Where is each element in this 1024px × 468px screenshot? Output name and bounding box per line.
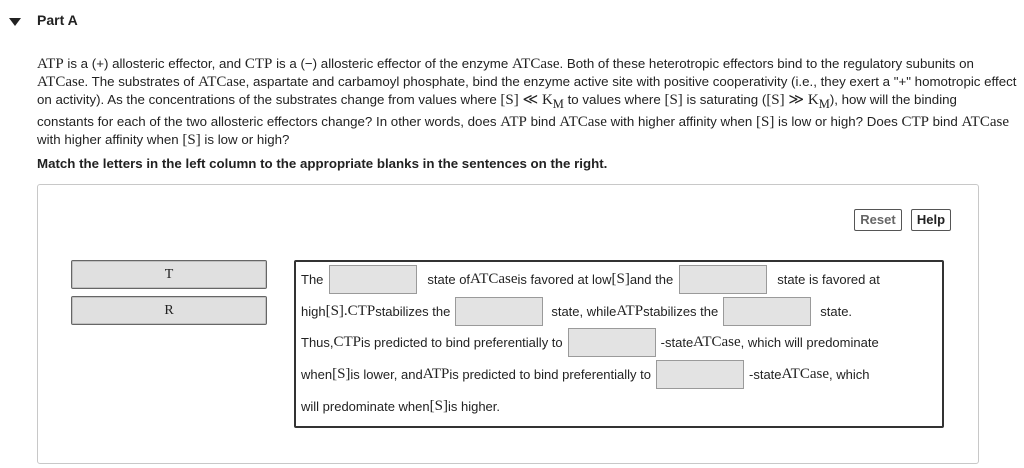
matching-panel [37, 184, 979, 464]
sentence-line: will predominate when [S] is higher. [301, 398, 501, 414]
draggable-label-r[interactable]: R [71, 296, 267, 325]
problem-text: ATP is a (+) allosteric effector, and CTP is a (−) allosteric effector of the enzyme ATCase. Both of these heterotropic effectors bind to the regulatory subunits on ATCase. The substrates of ATCase, aspartate and carbamoyl phosphate, bind the enzyme active site with positive cooperativity (i.e., they exert a "+" homotropic effect on activity). As the concentrations of the substrates change from values where [S] ≪ $K_M$ to values where [S] is saturating ([S] ≫ $K_M$), how will the binding constants for each of the two allosteric effectors change? In other words, does ATP bind ATCase with higher affinity when [S] is low or high? Does CTP bind ATCase with higher affinity when [S] is low or high? [37, 56, 1017, 148]
part-header[interactable] [0, 8, 1024, 34]
reset-button[interactable]: Reset [854, 209, 902, 231]
drop-target-blank-3[interactable] [455, 297, 543, 326]
drop-target-blank-2[interactable] [679, 265, 767, 294]
drop-target-blank-1[interactable] [329, 265, 417, 294]
sentence-area [294, 260, 944, 428]
sentence-line: The state of ATCase is favored at low [S] and the state is favored at [301, 264, 880, 295]
instruction-text: Match the letters in the left column to the appropriate blanks in the sentences on the right. [37, 156, 608, 171]
drop-target-blank-5[interactable] [568, 328, 656, 357]
help-button[interactable]: Help [911, 209, 951, 231]
sentence-line: when [S] is lower, and ATP is predicted to bind preferentially to -state ATCase , which [301, 359, 869, 390]
draggable-label-t[interactable]: T [71, 260, 267, 289]
sentence-line: Thus, CTP is predicted to bind preferentially to -state ATCase , which will predominate [301, 327, 879, 358]
sentence-line: high [S] . CTP stabilizes the state, while ATP stabilizes the state. [301, 296, 852, 327]
collapse-caret-icon[interactable] [9, 18, 21, 26]
part-title: Part A [37, 12, 78, 28]
drop-target-blank-4[interactable] [723, 297, 811, 326]
drop-target-blank-6[interactable] [656, 360, 744, 389]
